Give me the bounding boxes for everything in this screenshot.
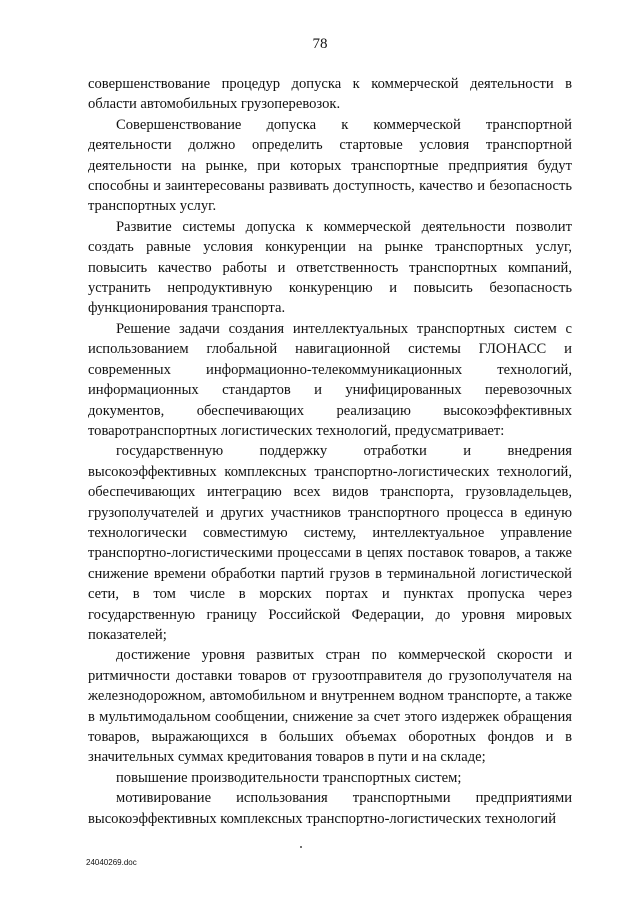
paragraph-1: совершенствование процедур допуска к коммерческой деятельности в области автомобильных грузоперевозок. [88, 76, 572, 113]
paragraph-2: Совершенствование допуска к коммерческой транспортной деятельности должно определить стартовые условия транспортной деятельности на рынке, при которых транспортные предприятия будут способны и заинтересованы развивать доступность, качество и безопасность транспортных услуг. [88, 116, 572, 215]
document-body [88, 74, 572, 829]
paragraph-3: Развитие системы допуска к коммерческой деятельности позволит создать равные условия конкуренции на рынке транспортных услуг, повысить качество работы и ответственность транспортных компаний, устранить непродуктивную конкуренцию и повысить безопасность функционирования транспорта. [88, 218, 572, 317]
paragraph-5: государственную поддержку отработки и внедрения высокоэффективных комплексных транспортно-логистических технологий, обеспечивающих интеграцию всех видов транспорта, грузовладельцев, грузополучателей и других участников транспортного процесса в единую технологически совместимую систему, интеллектуальное управление транспортно-логистическими процессами в цепях поставок товаров, а также снижение времени обработки партий грузов в терминальной логистической сети, в том числе в морских портах и пунктах пропуска через государственную границу Российской Федерации, до уровня мировых показателей; [88, 443, 572, 643]
paragraph-6: достижение уровня развитых стран по коммерческой скорости и ритмичности доставки товаров от грузоотправителя до грузополучателя на железнодорожном, автомобильном и внутреннем водном транспорте, а также в мультимодальном сообщении, снижение за счет этого издержек обращения товаров, выражающихся в больших объемах оборотных фондов и в значительных суммах кредитования товаров в пути и на складе; [88, 647, 572, 766]
paragraph-8: мотивирование использования транспортными предприятиями высокоэффективных комплексных транспортно-логистических технологий [88, 790, 572, 827]
paragraph-4: Решение задачи создания интеллектуальных транспортных систем с использованием глобальной навигационной системы ГЛОНАСС и современных информационно-телекоммуникационных технологий, информационных стандартов и унифицированных перевозочных документов, обеспечивающих реализацию высокоэффективных товаротранспортных логистических технологий, предусматривает: [88, 320, 572, 439]
scan-speck [300, 846, 302, 848]
page-number: 78 [312, 36, 328, 52]
paragraph-7: повышение производительности транспортных систем; [116, 769, 462, 786]
footer-filename: 24040269.doc [86, 858, 137, 867]
